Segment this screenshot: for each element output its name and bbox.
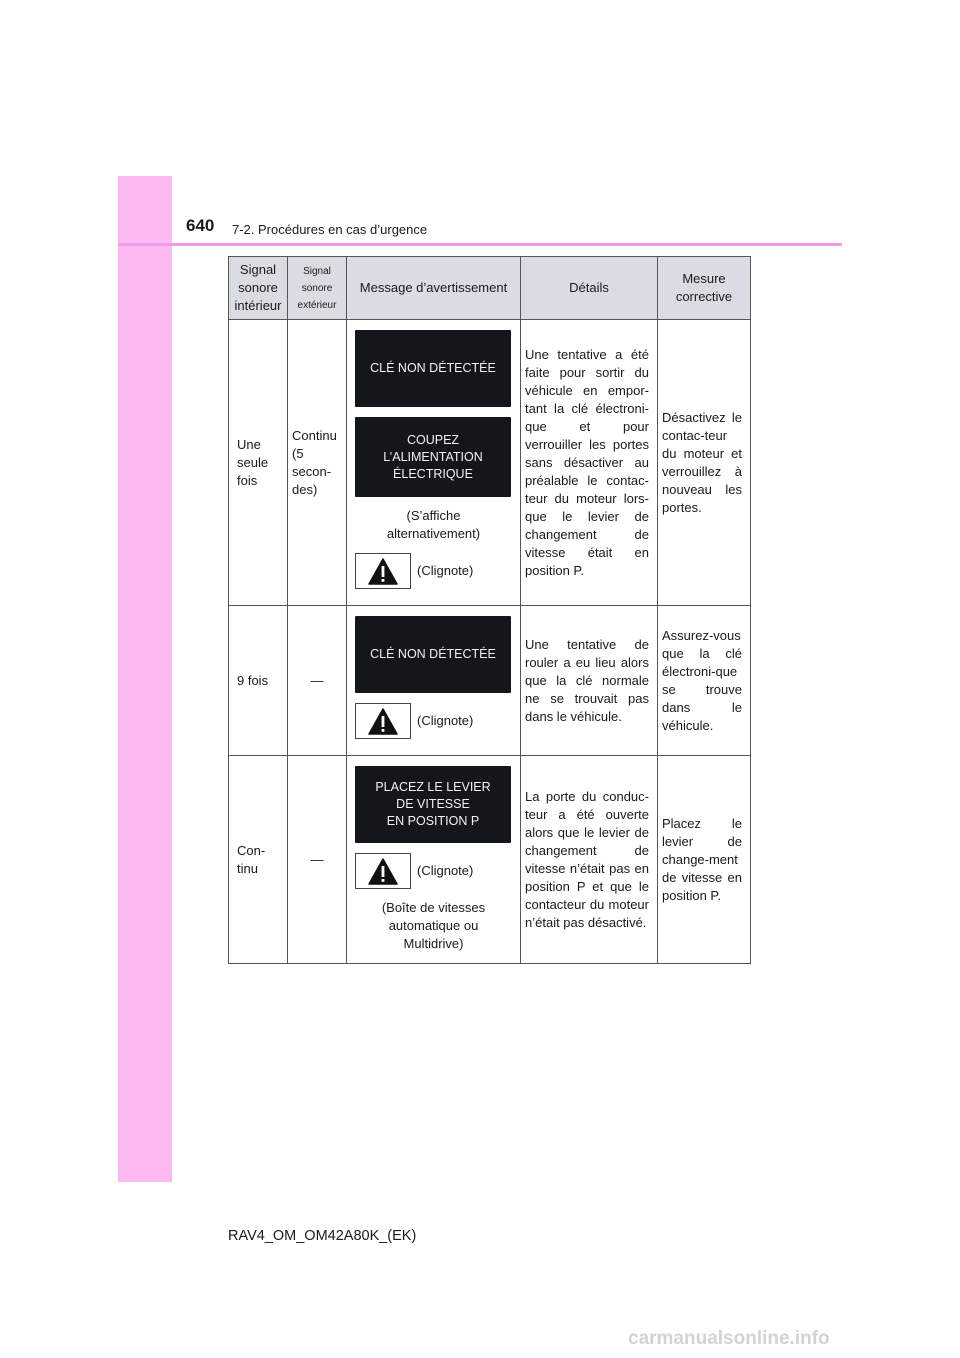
display-message-power-off: COUPEZ L’ALIMENTATION ÉLECTRIQUE [355, 417, 511, 497]
corrective-action-cell: Assurez-vous que la clé électroni-que se trouve dans le véhicule. [658, 606, 751, 756]
corrective-action-cell: Placez le levier de change-ment de vitesse en position P. [658, 756, 751, 964]
warning-message-cell [347, 320, 521, 606]
table-row [229, 320, 751, 606]
exterior-buzzer-cell: — [288, 756, 347, 964]
display-message-shift-to-p: PLACEZ LE LEVIER DE VITESSE EN POSITION P [355, 766, 511, 843]
header-warning-message: Message d’avertissement [347, 257, 521, 320]
display-message-key-not-detected: CLÉ NON DÉTECTÉE [355, 330, 511, 407]
interior-buzzer-cell: 9 fois [229, 606, 288, 756]
details-cell: Une tentative a été faite pour sortir du véhicule en empor-tant la clé électroni-que et pour verrouiller les portes sans désactiver au préalable le contac-teur du moteur lors-que le levier de changement de vitesse était en position P. [521, 320, 658, 606]
display-message-key-not-detected: CLÉ NON DÉTECTÉE [355, 616, 511, 693]
blink-label: (Clignote) [417, 713, 474, 728]
alternate-display-note: (S’affiche alternativement) [386, 508, 481, 541]
table-row [229, 756, 751, 964]
watermark: carmanualsonline.info [628, 1328, 830, 1349]
header-details: Détails [521, 257, 658, 320]
table-header-row [229, 257, 751, 320]
warning-message-cell [347, 606, 521, 756]
blinking-indicator [355, 703, 512, 739]
corrective-action-cell: Désactivez le contac-teur du moteur et verrouillez à nouveau les portes. [658, 320, 751, 606]
warning-table [228, 256, 751, 964]
section-color-band [118, 176, 172, 1182]
header-divider [118, 243, 842, 246]
warning-triangle-icon [355, 553, 411, 589]
interior-buzzer-cell: Con-tinu [229, 756, 288, 964]
transmission-note: (Boîte de vitesses automatique ou Multidrive) [381, 900, 486, 951]
blink-label: (Clignote) [417, 563, 474, 578]
blinking-indicator [355, 553, 512, 589]
section-title: 7-2. Procédures en cas d’urgence [232, 222, 428, 237]
header-interior-buzzer: Signal sonore intérieur [229, 257, 288, 320]
exterior-buzzer-cell: — [288, 606, 347, 756]
warning-triangle-icon [355, 703, 411, 739]
details-cell: Une tentative de rouler a eu lieu alors que la clé normale ne se trouvait pas dans le véhicule. [521, 606, 658, 756]
exterior-buzzer-cell: Continu (5 secon-des) [288, 320, 347, 606]
details-cell: La porte du conduc-teur a été ouverte alors que le levier de changement de vitesse n’était pas en position P et que le contacteur du moteur n’était pas désactivé. [521, 756, 658, 964]
interior-buzzer-cell: Une seule fois [229, 320, 288, 606]
document-code: RAV4_OM_OM42A80K_(EK) [228, 1228, 417, 1244]
table-row [229, 606, 751, 756]
header-exterior-buzzer: Signal sonore extérieur [288, 257, 347, 320]
blink-label: (Clignote) [417, 863, 474, 878]
page-number: 640 [186, 216, 215, 235]
warning-message-cell [347, 756, 521, 964]
header-corrective-action: Mesure corrective [658, 257, 751, 320]
blinking-indicator [355, 853, 512, 889]
warning-triangle-icon [355, 853, 411, 889]
